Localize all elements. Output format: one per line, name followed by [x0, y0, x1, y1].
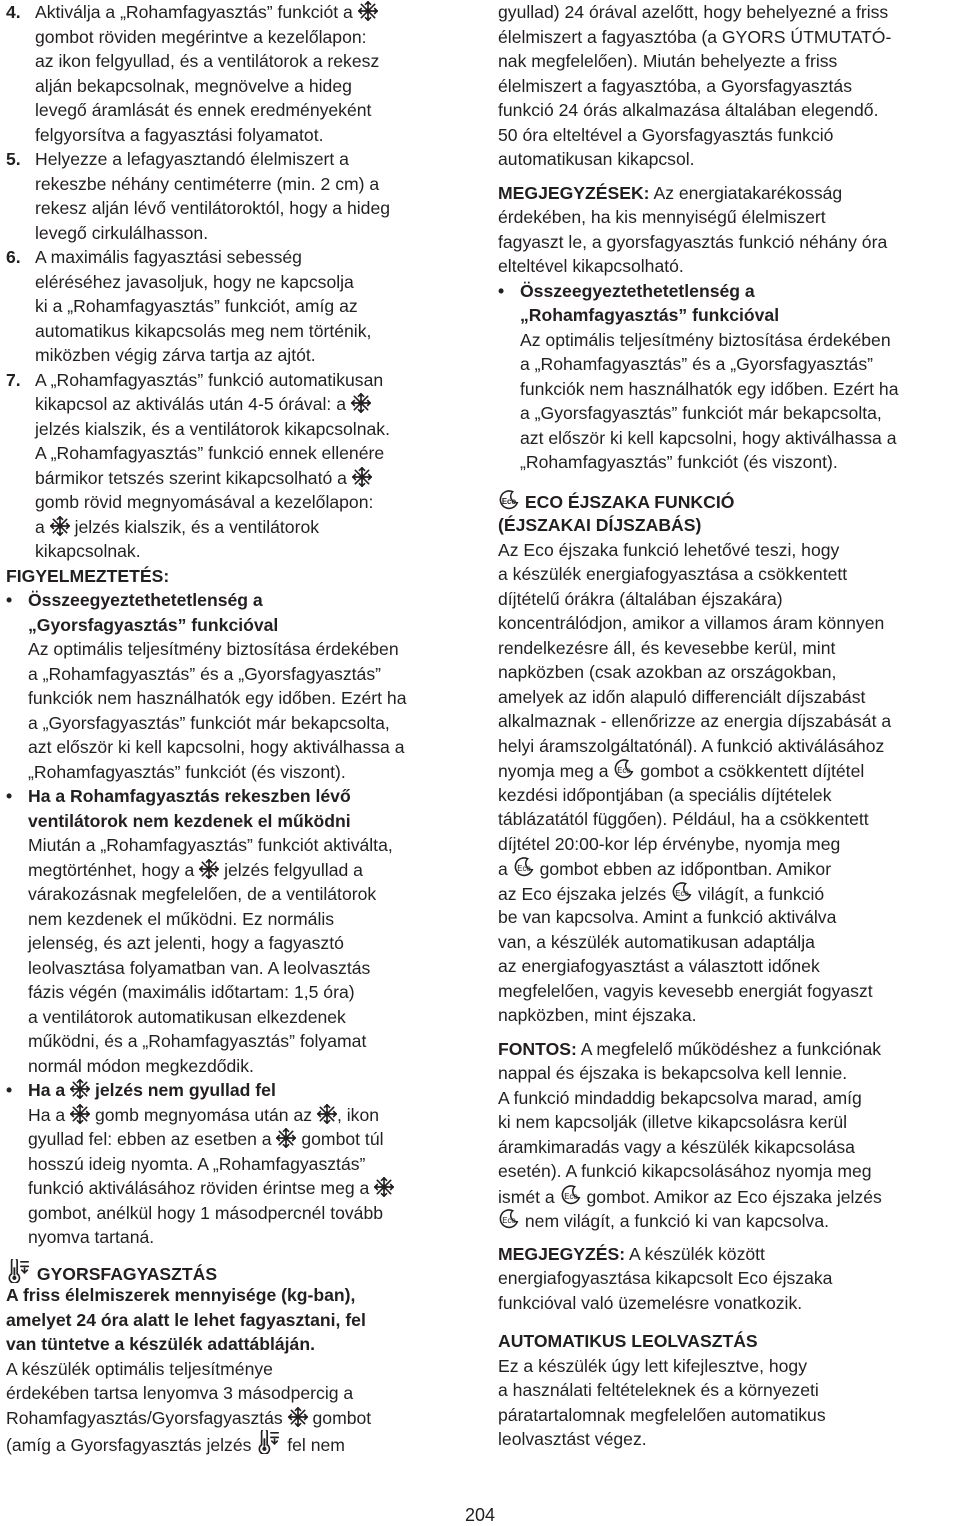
section-heading: AUTOMATIKUS LEOLVASZTÁS	[498, 1331, 758, 1351]
text-line: érdekében, ha kis mennyiségű élelmiszert	[498, 207, 826, 227]
bullet-title: „Gyorsfagyasztás” funkcióval	[28, 614, 279, 635]
text-line: fázis végén (maximális időtartam: 1,5 óra)	[28, 982, 355, 1002]
text-line: automatikusan kikapcsol.	[498, 149, 695, 169]
snowflake-icon	[199, 859, 219, 879]
text-line: „Rohamfagyasztás” funkciót (és viszont).	[520, 452, 838, 472]
spacer	[498, 475, 960, 489]
text-line: alján bekapcsolnak, megnövelve a hideg	[35, 75, 352, 96]
text-line: a „Rohamfagyasztás” és a „Gyorsfagyasztás”	[28, 663, 381, 684]
quick-freeze-thermometer-icon	[256, 1430, 282, 1454]
page-number: 204	[464, 1505, 496, 1525]
text-line: bármikor tetszés szerint kikapcsolható a	[35, 467, 347, 488]
eco-night-icon	[498, 489, 520, 511]
text-line: működni, és a „Rohamfagyasztás” folyamat	[28, 1031, 367, 1051]
snowflake-icon	[374, 1177, 394, 1197]
snowflake-icon	[70, 1104, 90, 1124]
text-line: funkció 24 órás alkalmazása általában elegendő.	[498, 100, 879, 120]
eco-night-icon	[513, 856, 535, 878]
text-line: levegő cirkulálhasson.	[35, 222, 209, 243]
bullet-title: Összeegyeztethetetlenség a	[520, 280, 755, 301]
text-line: nyomva tartaná.	[28, 1227, 155, 1247]
snowflake-icon	[288, 1407, 308, 1427]
text-line: energiafogyasztása kikapcsolt Eco éjszaka	[498, 1268, 833, 1288]
text-line: A „Rohamfagyasztás” funkció automatikusan	[35, 369, 384, 390]
text-line: napközben, mint éjszaka.	[498, 1005, 697, 1025]
right-column	[498, 0, 960, 1452]
step-7	[6, 368, 474, 564]
bullet: •	[6, 786, 13, 806]
text-line: Az Eco éjszaka funkció lehetővé teszi, hogy	[498, 539, 840, 560]
text-line: díjtételű órákra (általában éjszakára)	[498, 588, 783, 609]
text-line: azt először ki kell kapcsolni, hogy aktiválhassa a	[520, 427, 897, 448]
text-line: funkció aktiválásához röviden érintse meg a	[28, 1178, 370, 1198]
text-line: nem kezdenek el működni. Ez normális	[28, 908, 335, 929]
text-line: automatikus kikapcsolás meg nem történik,	[35, 320, 372, 341]
step-number: 4.	[6, 2, 21, 22]
text-line: a	[35, 516, 45, 537]
text-line: Az energiatakarékosság	[649, 182, 843, 203]
note-item-incompatibility	[498, 279, 960, 475]
spacer	[498, 1315, 960, 1329]
text-line: ismét a	[498, 1186, 555, 1207]
step-number: 5.	[6, 149, 21, 169]
text-line: normál módon megkezdődik.	[28, 1055, 254, 1076]
bullet-title: Összeegyeztethetetlenség a	[28, 590, 263, 610]
text-line: nak megfelelően). Miután behelyezte a friss	[498, 51, 838, 71]
text-line: gombot	[312, 1407, 372, 1428]
text-line: élelmiszert a fagyasztóba, a Gyorsfagyasztás	[498, 75, 852, 96]
text-line: gombot túl	[301, 1129, 384, 1149]
text-line: az energiafogyasztást a választott időnek	[498, 956, 820, 976]
spacer	[498, 1233, 960, 1242]
note-label: MEGJEGYZÉSEK:	[498, 182, 650, 203]
text-line: Aktiválja a „Rohamfagyasztás” funkciót a	[35, 2, 353, 22]
text-line: a „Gyorsfagyasztás” funkciót már bekapcsolta,	[28, 712, 390, 733]
text-line: rekesz alján lévő ventilátoroktól, hogy a hideg	[35, 198, 391, 218]
note-label: MEGJEGYZÉS:	[498, 1243, 626, 1264]
text-line: érdekében tartsa lenyomva 3 másodpercig a	[6, 1383, 354, 1403]
bullet: •	[6, 590, 13, 610]
text-line: leolvasztást végez.	[498, 1429, 647, 1449]
text-line: gombot ebben az időpontban. Amikor	[539, 859, 832, 879]
text-line: megtörténhet, hogy a	[28, 859, 195, 880]
warning-item-incompatibility	[6, 588, 474, 784]
text-line: funkciók nem használhatók egy időben. Ezért ha	[520, 378, 899, 399]
text-line: gomb megnyomása után az	[94, 1104, 313, 1125]
step-4	[6, 0, 474, 147]
text-line: ki a „Rohamfagyasztás” funkciót, amíg az	[35, 296, 358, 316]
text-line: gomb rövid megnyomásával a kezelőlapon:	[35, 492, 374, 512]
text-line: Az optimális teljesítmény biztosítása érdekében	[28, 639, 399, 659]
text-line: fel nem	[287, 1435, 345, 1455]
text-line: A készülék optimális teljesítménye	[6, 1358, 273, 1379]
text-line: jelzés kialszik, és a ventilátorok	[74, 516, 320, 537]
text-line: (amíg a Gyorsfagyasztás jelzés	[6, 1435, 252, 1455]
text-line: A „Rohamfagyasztás” funkció ennek ellenére	[35, 443, 385, 463]
text-line: van tüntetve a készülék adattábláján.	[6, 1334, 315, 1354]
text-line: amelyek az időn alapuló differenciált díjszabást	[498, 686, 866, 707]
bullet-title: Ha a	[28, 1080, 66, 1100]
bullet: •	[6, 1080, 13, 1100]
text-line: , ikon	[336, 1104, 380, 1125]
text-line: amelyet 24 óra alatt le lehet fagyasztani, fel	[6, 1309, 366, 1330]
quick-freeze-thermometer-icon	[6, 1259, 32, 1283]
text-line: Az optimális teljesítmény biztosítása érdekében	[520, 329, 891, 350]
text-line: jelenség, és azt jelenti, hogy a fagyasztó	[28, 933, 344, 953]
spacer	[498, 172, 960, 181]
text-line: A friss élelmiszerek mennyisége (kg-ban),	[6, 1285, 356, 1305]
text-line: áramkimaradás vagy a készülék kikapcsolása	[498, 1136, 855, 1157]
text-line: jelzés kialszik, és a ventilátorok kikapcsolnak.	[35, 418, 390, 439]
text-line: kezdési időpontjában (a speciális díjtételek	[498, 784, 832, 805]
text-line: ki nem kapcsolják (illetve kikapcsolásra kerül	[498, 1112, 848, 1132]
text-line: gyullad fel: ebben az esetben a	[28, 1129, 272, 1149]
text-line: gombot a csökkentett díjtétel	[640, 761, 865, 781]
text-line: A készülék között	[625, 1243, 765, 1264]
text-line: A funkció mindaddig bekapcsolva marad, amíg	[498, 1087, 862, 1108]
text-line: várakozásnak megfelelően, de a ventilátorok	[28, 884, 377, 904]
left-column	[6, 0, 474, 1455]
text-line: funkciók nem használhatók egy időben. Ezért ha	[28, 688, 407, 708]
text-line: a használati feltételeknek és a környezeti	[498, 1380, 819, 1400]
eco-night-icon	[498, 1208, 520, 1230]
step-5	[6, 147, 474, 245]
text-line: táblázatától függően). Például, ha a csökkentett	[498, 809, 869, 829]
text-line: kikapcsolnak.	[35, 541, 141, 561]
text-line: a „Gyorsfagyasztás” funkciót már bekapcsolta,	[520, 403, 882, 423]
text-line: gombot, anélkül hogy 1 másodpercnél tovább	[28, 1202, 384, 1223]
text-line: levegő áramlását és ennek eredményeként	[35, 100, 372, 120]
text-line: helyi áramszolgáltatónál). A funkció aktiválásához	[498, 735, 885, 756]
step-6	[6, 245, 474, 368]
text-line: napközben (csak azokban az országokban,	[498, 662, 837, 682]
text-line: miközben végig zárva tartja az ajtót.	[35, 345, 316, 365]
text-line: világít, a funkció	[697, 883, 825, 904]
text-line: Rohamfagyasztás/Gyorsfagyasztás	[6, 1407, 283, 1428]
text-line: A megfelelő működéshez a funkciónak	[576, 1038, 882, 1059]
text-line: felgyorsítva a fagyasztási folyamatot.	[35, 124, 324, 145]
snowflake-icon	[276, 1128, 296, 1148]
text-line: Ez a készülék úgy lett kifejlesztve, hogy	[498, 1355, 808, 1376]
step-number: 7.	[6, 369, 21, 390]
section-heading: (ÉJSZAKAI DÍJSZABÁS)	[498, 515, 702, 535]
text-line: elteltével kikapcsolható.	[498, 256, 684, 276]
text-line: nappal és éjszaka is bekapcsolva kell lennie.	[498, 1063, 848, 1083]
text-line: Miután a „Rohamfagyasztás” funkciót aktiválta,	[28, 835, 393, 855]
text-line: rendelkezésre áll, és kevesebbe kerül, mint	[498, 637, 836, 658]
spacer	[498, 1028, 960, 1037]
text-line: a „Rohamfagyasztás” és a „Gyorsfagyasztás”	[520, 354, 873, 374]
text-line: Ha a	[28, 1104, 66, 1125]
text-line: funkcióval való üzemelésre vonatkozik.	[498, 1292, 803, 1313]
bullet: •	[498, 280, 505, 301]
important-label: FONTOS:	[498, 1038, 577, 1059]
section-heading: ECO ÉJSZAKA FUNKCIÓ	[524, 491, 735, 512]
text-line: fagyaszt le, a gyorsfagyasztás funkció néhány óra	[498, 231, 888, 252]
text-line: eléréséhez javasoljuk, hogy ne kapcsolja	[35, 271, 354, 292]
section-heading: GYORSFAGYASZTÁS	[36, 1263, 218, 1284]
text-line: megfelelően, vagyis kevesebb energiát fogyaszt	[498, 980, 873, 1001]
text-line: az ikon felgyullad, és a ventilátorok a rekesz	[35, 51, 380, 71]
text-line: van, a készülék automatikusan adaptálja	[498, 931, 815, 952]
text-line: díjtétel 20:00-kor lép érvénybe, nyomja meg	[498, 833, 841, 854]
bullet-title: jelzés nem gyullad fel	[94, 1080, 276, 1100]
snowflake-icon	[358, 1, 378, 21]
warning-heading: FIGYELMEZTETÉS:	[6, 565, 170, 586]
text-line: a ventilátorok automatikusan elkezdenek	[28, 1006, 346, 1027]
text-line: páratartalomnak megfelelően automatikus	[498, 1404, 826, 1425]
eco-night-icon	[613, 758, 635, 780]
text-line: rekeszbe néhány centiméterre (min. 2 cm) a	[35, 173, 380, 194]
text-line: alkalmaznak - ellenőrizze az energia díjszabását a	[498, 711, 892, 731]
text-line: jelzés felgyullad a	[224, 859, 363, 880]
text-line: esetén). A funkció kikapcsolásához nyomja meg	[498, 1161, 872, 1181]
spacer	[6, 1250, 474, 1259]
step-number: 6.	[6, 247, 21, 267]
text-line: hosszú ideig nyomta. A „Rohamfagyasztás”	[28, 1153, 366, 1174]
text-line: gombot. Amikor az Eco éjszaka jelzés	[586, 1186, 882, 1207]
snowflake-icon	[351, 393, 371, 413]
warning-item-fans	[6, 784, 474, 1078]
eco-night-icon	[671, 881, 693, 903]
text-line: nyomja meg a	[498, 761, 609, 781]
text-line: gyullad) 24 órával azelőtt, hogy behelyezné a friss	[498, 2, 889, 22]
snowflake-icon	[317, 1104, 337, 1124]
snowflake-icon	[70, 1079, 90, 1099]
warning-item-no-light	[6, 1078, 474, 1250]
text-line: azt először ki kell kapcsolni, hogy aktiválhassa a	[28, 737, 405, 757]
text-line: az Eco éjszaka jelzés	[498, 883, 667, 904]
text-line: koncentrálódjon, amikor a villamos áram könnyen	[498, 613, 885, 633]
bullet-title: ventilátorok nem kezdenek el működni	[28, 810, 351, 831]
text-line: nem világít, a funkció ki van kapcsolva.	[524, 1211, 830, 1231]
text-line: 50 óra elteltével a Gyorsfagyasztás funkció	[498, 124, 834, 145]
snowflake-icon	[50, 516, 70, 536]
text-line: a	[498, 859, 508, 879]
text-line: kikapcsol az aktiválás után 4-5 órával: a	[35, 394, 346, 414]
text-line: élelmiszert a fagyasztóba (a GYORS ÚTMUTATÓ-	[498, 26, 892, 47]
text-line: a készülék energiafogyasztása a csökkentett	[498, 564, 848, 584]
text-line: „Rohamfagyasztás” funkciót (és viszont).	[28, 761, 346, 782]
text-line: be van kapcsolva. Amint a funkció aktiválva	[498, 907, 837, 927]
eco-night-icon	[560, 1184, 582, 1206]
bullet-title: „Rohamfagyasztás” funkcióval	[520, 305, 780, 325]
text-line: A maximális fagyasztási sebesség	[35, 247, 302, 267]
text-line: Helyezze a lefagyasztandó élelmiszert a	[35, 149, 349, 169]
bullet-title: Ha a Rohamfagyasztás rekeszben lévő	[28, 786, 351, 806]
snowflake-icon	[352, 467, 372, 487]
text-line: gombot röviden megérintve a kezelőlapon:	[35, 26, 367, 47]
text-line: leolvasztása folyamatban van. A leolvasztás	[28, 957, 371, 978]
